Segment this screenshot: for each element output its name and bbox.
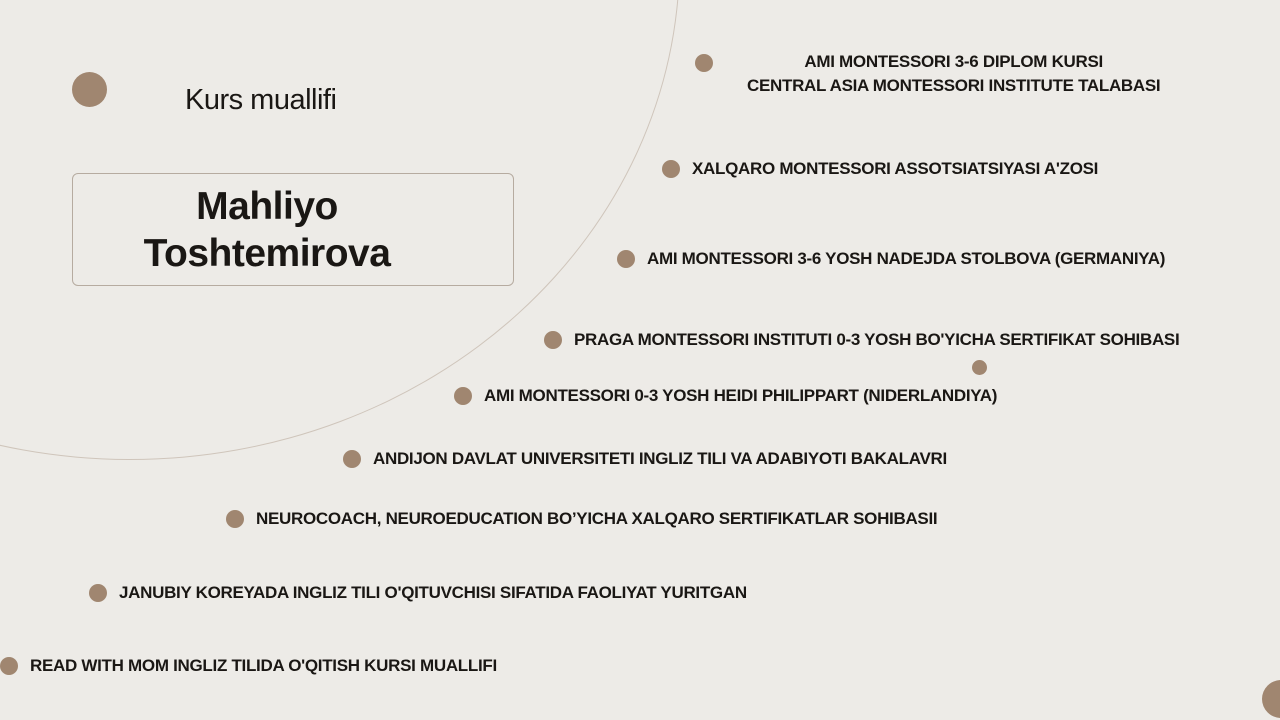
- bullet-dot: [226, 510, 244, 528]
- credential-text-6: ANDIJON DAVLAT UNIVERSITETI INGLIZ TILI VA ADABIYOTI BAKALAVRI: [373, 449, 947, 468]
- bullet-dot: [89, 584, 107, 602]
- credential-item-8: [89, 583, 747, 603]
- author-name-line2: Toshtemirova: [143, 231, 391, 275]
- bullet-dot: [662, 160, 680, 178]
- bullet-dot: [343, 450, 361, 468]
- credential-item-1: [695, 50, 1160, 98]
- credential-item-3: [617, 249, 1165, 269]
- author-name: [67, 183, 467, 277]
- credential-item-9: [0, 656, 497, 676]
- credential-text-4: PRAGA MONTESSORI INSTITUTI 0-3 YOSH BO'YICHA SERTIFIKAT SOHIBASI: [574, 330, 1180, 349]
- credential-text-9: READ WITH MOM INGLIZ TILIDA O'QITISH KURSI MUALLIFI: [30, 656, 497, 675]
- name-box: [72, 173, 514, 286]
- bullet-dot: [695, 54, 713, 72]
- credential-item-6: [343, 449, 947, 469]
- credential-text-8: JANUBIY KOREYADA INGLIZ TILI O'QITUVCHISI SIFATIDA FAOLIYAT YURITGAN: [119, 583, 747, 602]
- credential-line-1b: CENTRAL ASIA MONTESSORI INSTITUTE TALABASI: [747, 76, 1161, 95]
- credential-text-5: AMI MONTESSORI 0-3 YOSH HEIDI PHILIPPART (NIDERLANDIYA): [484, 386, 998, 405]
- bullet-dot: [454, 387, 472, 405]
- author-name-line1: Mahliyo: [196, 184, 338, 228]
- credential-text-3: AMI MONTESSORI 3-6 YOSH NADEJDA STOLBOVA (GERMANIYA): [647, 249, 1166, 268]
- credential-text-2: XALQARO MONTESSORI ASSOTSIATSIYASI A'ZOSI: [692, 159, 1099, 178]
- bullet-dot: [544, 331, 562, 349]
- credential-item-4: [544, 330, 1179, 350]
- credential-item-7: [226, 509, 937, 529]
- credential-item-2: [662, 159, 1098, 179]
- decorative-dot-corner: [1262, 680, 1280, 718]
- credential-item-5: [454, 386, 997, 406]
- credential-text-1: [747, 50, 1160, 98]
- decorative-dot-small: [972, 360, 987, 375]
- bullet-dot: [0, 657, 18, 675]
- subtitle: Kurs muallifi: [185, 84, 337, 116]
- credential-line-1a: AMI MONTESSORI 3-6 DIPLOM KURSI: [804, 52, 1103, 71]
- bullet-dot: [617, 250, 635, 268]
- decorative-dot: [72, 72, 107, 107]
- credential-text-7: NEUROCOACH, NEUROEDUCATION BO’YICHA XALQARO SERTIFIKATLAR SOHIBASII: [256, 509, 938, 528]
